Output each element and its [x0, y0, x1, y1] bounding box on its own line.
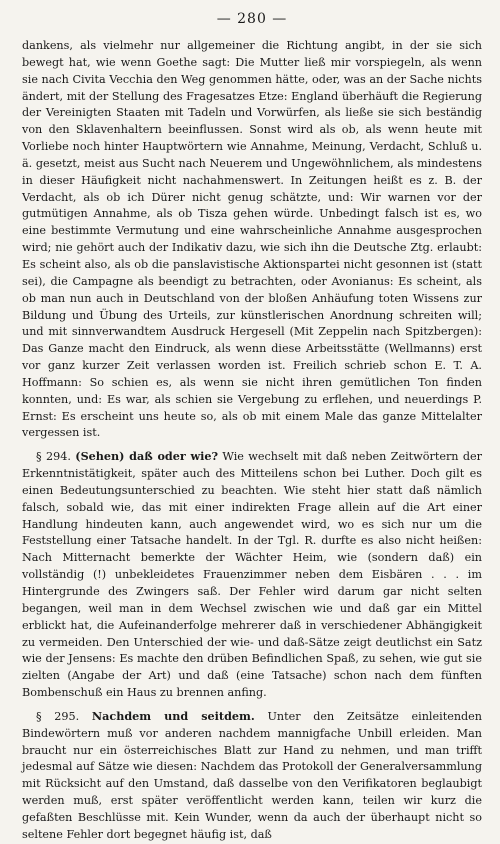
paragraph-section-295 — [22, 708, 482, 844]
paragraph-text: Unter den Zeitsätze einleitenden Bindewörtern muß vor anderen nachdem mannigfache Unbill erleiden. Man braucht nur ein österreichisches Blatt zur Hand zu nehmen, und man trifft jedesmal auf Sätze wie diesen: Nachdem das Protokoll der Generalversammlung mit Rücksicht auf den Umstand, daß dasselbe von den Verifikatoren beglaubigt werden muß, erst später veröffentlicht werden kann, teilen wir kurz die gefaßten Beschlüsse mit. Kein Wunder, wenn da auch der überhaupt nicht so seltene Fehler dort begegnet häufig ist, daß — [22, 709, 483, 841]
section-number: § 294. — [36, 450, 71, 464]
section-number: § 295. — [36, 709, 80, 723]
section-title: Nachdem und seitdem. — [91, 708, 255, 723]
section-title: (Sehen) daß oder wie? — [75, 449, 219, 464]
paragraph-section-294 — [22, 448, 482, 702]
paragraph-text: Wie wechselt mit daß neben Zeitwörtern der Erkenntnistätigkeit, später auch des Mitteilens schon bei Luther. Doch gilt es einen Bedeutungsunterschied zu beachten. Wie steht hier statt daß nämlich falsch, sobald wie, das mit einer indirekten Frage allein auf die Art einer Handlung hindeuten kann, auch angewendet wird, wo es sich nur um die Feststellung einer Tatsache handelt. In der Tgl. R. durfte es also nicht heißen: Nach Mitternacht bemerkte der Wächter Heim, wie (sondern daß) ein vollständig (!) unbekleidetes Frauenzimmer neben dem Eisbären . . . im Hintergrunde des Zwingers saß. Der Fehler wird darum gar nicht selten begangen, weil man in dem Wechsel zwischen wie und daß gar ein Mittel erblickt hat, die Aufeinanderfolge mehrerer daß in verschiedener Abhängigkeit zu vermeiden. Den Unterschied der wie- und daß-Sätze zeigt deutlichst ein Satz wie der Jensens: Es machte den drüben Befindlichen Spaß, zu sehen, wie gut sie zielten (Angabe der Art) und daß (eine Tatsache) schon nach dem fünften Bombenschuß ein Haus zu brennen anfing. — [22, 450, 483, 700]
page-number: — 280 — — [216, 11, 288, 27]
paragraph-text: dankens, als vielmehr nur allgemeiner die Richtung angibt, in der sie sich bewegt hat, wie wenn Goethe sagt: Die Mutter ließ mir vorspiegeln, als wenn sie nach Civita Vecchia den Weg genommen hätte, oder, was an der Sache nichts ändert, mit der Stellung des Fragesatzes Etze: England überhäuft die Regierung der Vereinigten Staaten mit Tadeln und Vorwürfen, als ließe sie sich beständig von den Sklavenhaltern beeinflussen. Sonst wird als ob, als wenn heute mit Vorliebe noch hinter Hauptwörtern wie Annahme, Meinung, Verdacht, Schluß u. ä. gesetzt, meist aus Sucht nach Neuerem und Ungewöhnlichem, als mindestens in dieser Häufigkeit nicht nachahmenswert. In Zeitungen heißt es z. B. der Verdacht, als ob ich Dürer nicht genug schätzte, und: Wir warnen vor der gutmütigen Annahme, als ob Tisza gehen würde. Unbedingt falsch ist es, wo eine bestimmte Vermutung und eine wahrscheinliche Annahme ausgesprochen wird; nie gehört auch der Indikativ dazu, wie sich ihn die Deutsche Ztg. erlaubt: Es scheint also, als ob die panslavistische Aktionspartei nicht gesonnen ist (statt sei), die Campagne als beendigt zu betrachten, oder Avonianus: Es scheint, als ob man nun auch in Deutschland von der bloßen Anhäufung toten Wissens zur Bildung und Übung des Urteils, zur künstlerischen Anordnung schreiten will; und mit sinnverwandtem Ausdruck Hergesell (Mit Zeppelin nach Spitzbergen): Das Ganze macht den Eindruck, als wenn diese Arbeitsstätte (Wellmanns) erst vor ganz kurzer Zeit verlassen worden ist. Freilich schrieb schon E. T. A. Hoffmann: So schien es, als wenn sie nicht ihren gemütlichen Ton finden konnten, und: Es war, als schien sie Vergebung zu erflehen, und neuerdings P. Ernst: Es erscheint uns heute so, als ob mit einem Male das ganze Mittelalter vergessen ist. — [22, 39, 482, 440]
paragraph-continuation — [22, 38, 482, 442]
